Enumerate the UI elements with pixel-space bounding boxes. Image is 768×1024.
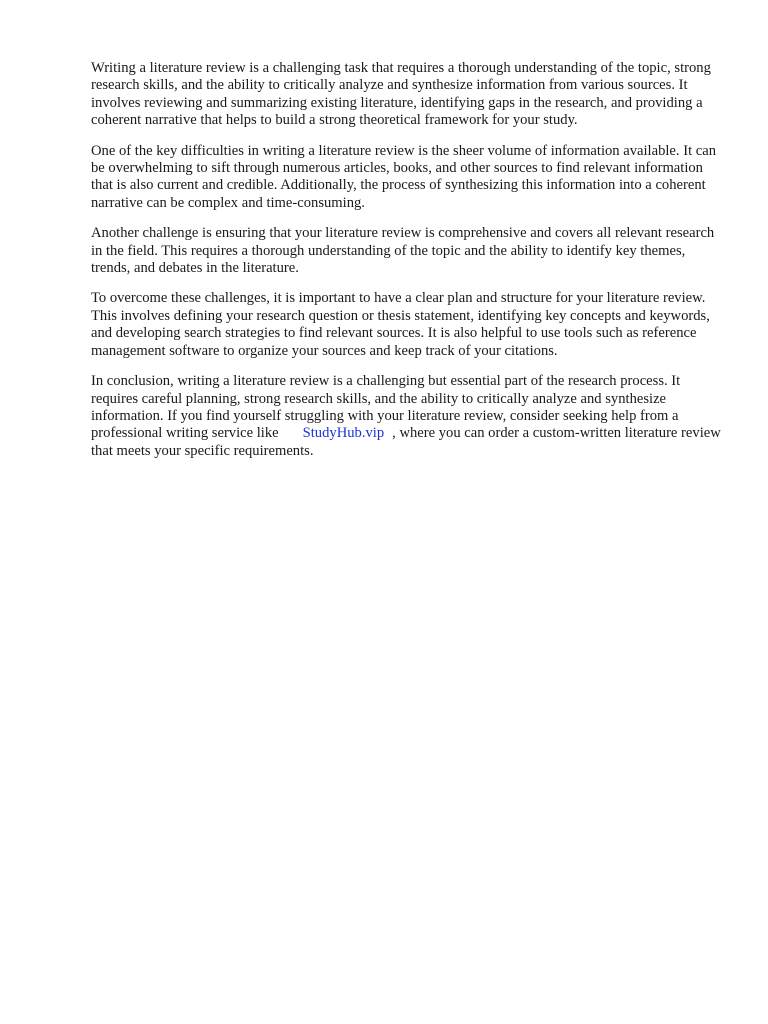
paragraph-difficulties: One of the key difficulties in writing a literature review is the sheer volume of information available. It can be overwhelming to sift through numerous articles, books, and other sources to find relevant information that is also current and credible. Additionally, the process of synthesizing this information into a coherent narrative can be complex and time-consuming.	[91, 142, 717, 211]
paragraph-overcome: To overcome these challenges, it is important to have a clear plan and structure for your literature review. This involves defining your research question or thesis statement, identifying key concepts and keywords, and developing search strategies to find relevant sources. It is also helpful to use tools such as reference management software to organize your sources and keep track of your citations.	[91, 290, 710, 359]
document-body	[91, 60, 721, 473]
conclusion-text-after-link: , where you can order a custom-written literature review that meets your specific requirements.	[91, 425, 721, 459]
paragraph-conclusion	[91, 373, 721, 460]
studyhub-link[interactable]: StudyHub.vip	[302, 425, 385, 442]
paragraph-comprehensive: Another challenge is ensuring that your literature review is comprehensive and covers all relevant research in the field. This requires a thorough understanding of the topic and the ability to identify key themes, trends, and debates in the literature.	[91, 225, 715, 277]
conclusion-text-before-link: In conclusion, writing a literature review is a challenging but essential part of the research process. It requires careful planning, strong research skills, and the ability to critically analyze and synthesize information. If you find yourself struggling with your literature review, consider seeking help from a professional writing service like	[91, 373, 681, 442]
paragraph-intro: Writing a literature review is a challenging task that requires a thorough understanding of the topic, strong research skills, and the ability to critically analyze and synthesize information from various sources. It involves reviewing and summarizing existing literature, identifying gaps in the research, and providing a coherent narrative that helps to build a strong theoretical framework for your study.	[91, 60, 711, 129]
